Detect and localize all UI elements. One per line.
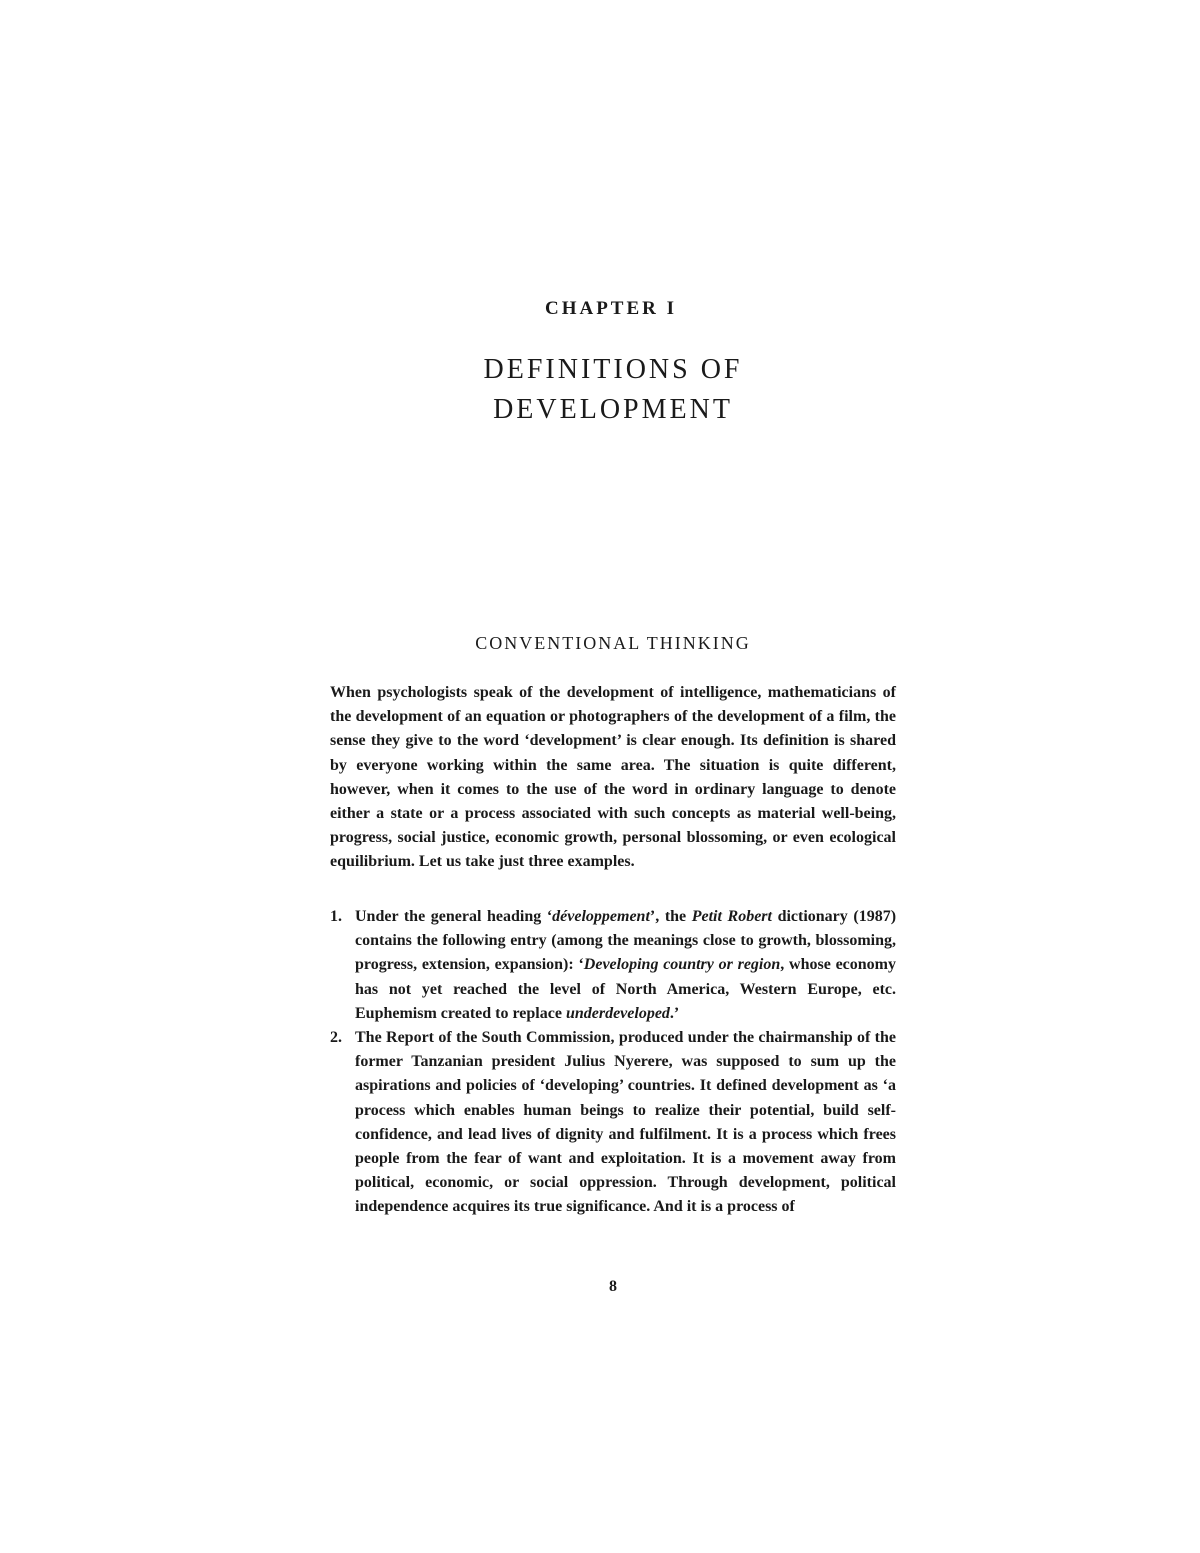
italic-term: Developing country or region bbox=[583, 956, 781, 974]
italic-term: Petit Robert bbox=[691, 908, 772, 925]
list-item-number: 1. bbox=[330, 908, 342, 925]
list-item-2 bbox=[330, 1026, 896, 1220]
chapter-label: CHAPTER I bbox=[544, 298, 678, 319]
italic-term: underdeveloped bbox=[565, 1004, 670, 1022]
page-number: 8 bbox=[609, 1278, 617, 1295]
italic-term: développement bbox=[552, 908, 650, 925]
text-run: dictionary (1987) contains the following entry (among the meanings close to growth, blossoming, progress, extension, expansion): ‘ bbox=[355, 908, 897, 974]
list-item-number: 2. bbox=[330, 1029, 342, 1047]
text-run: Under the general heading ‘ bbox=[355, 908, 553, 925]
chapter-title-line-1: DEFINITIONS OF bbox=[483, 354, 743, 385]
list-item-text bbox=[355, 908, 896, 1022]
section-heading: CONVENTIONAL THINKING bbox=[475, 633, 751, 653]
text-run: .’ bbox=[669, 1004, 680, 1022]
text-run: , whose economy has not yet reached the level of North America, Western Europe, etc. Euphemism created to replace bbox=[355, 956, 896, 1022]
examples-list bbox=[330, 905, 896, 1220]
chapter-title bbox=[0, 350, 1200, 430]
list-item-1 bbox=[330, 905, 896, 1026]
text-run: ’, the bbox=[649, 908, 692, 925]
chapter-title-line-2: DEVELOPMENT bbox=[493, 394, 733, 425]
list-item-text: The Report of the South Commission, produced under the chairmanship of the former Tanzanian president Julius Nyerere, was supposed to sum up the aspirations and policies of ‘developing’ countries. It defined development as ‘a process which enables human beings to realize their potential, build self-confidence, and lead lives of dignity and fulfilment. It is a process which frees people from the fear of want and exploitation. It is a movement away from political, economic, or social oppression. Through development, political independence acquires its true significance. And it is a process of bbox=[355, 1029, 896, 1216]
intro-paragraph: When psychologists speak of the development of intelligence, mathematicians of the development of an equation or photographers of the development of a film, the sense they give to the word ‘development’ is clear enough. Its definition is shared by everyone working within the same area. The situation is quite different, however, when it comes to the use of the word in ordinary language to denote either a state or a process associated with such concepts as material well-being, progress, social justice, economic growth, personal blossoming, or even ecological equilibrium. Let us take just three examples. bbox=[330, 684, 896, 871]
